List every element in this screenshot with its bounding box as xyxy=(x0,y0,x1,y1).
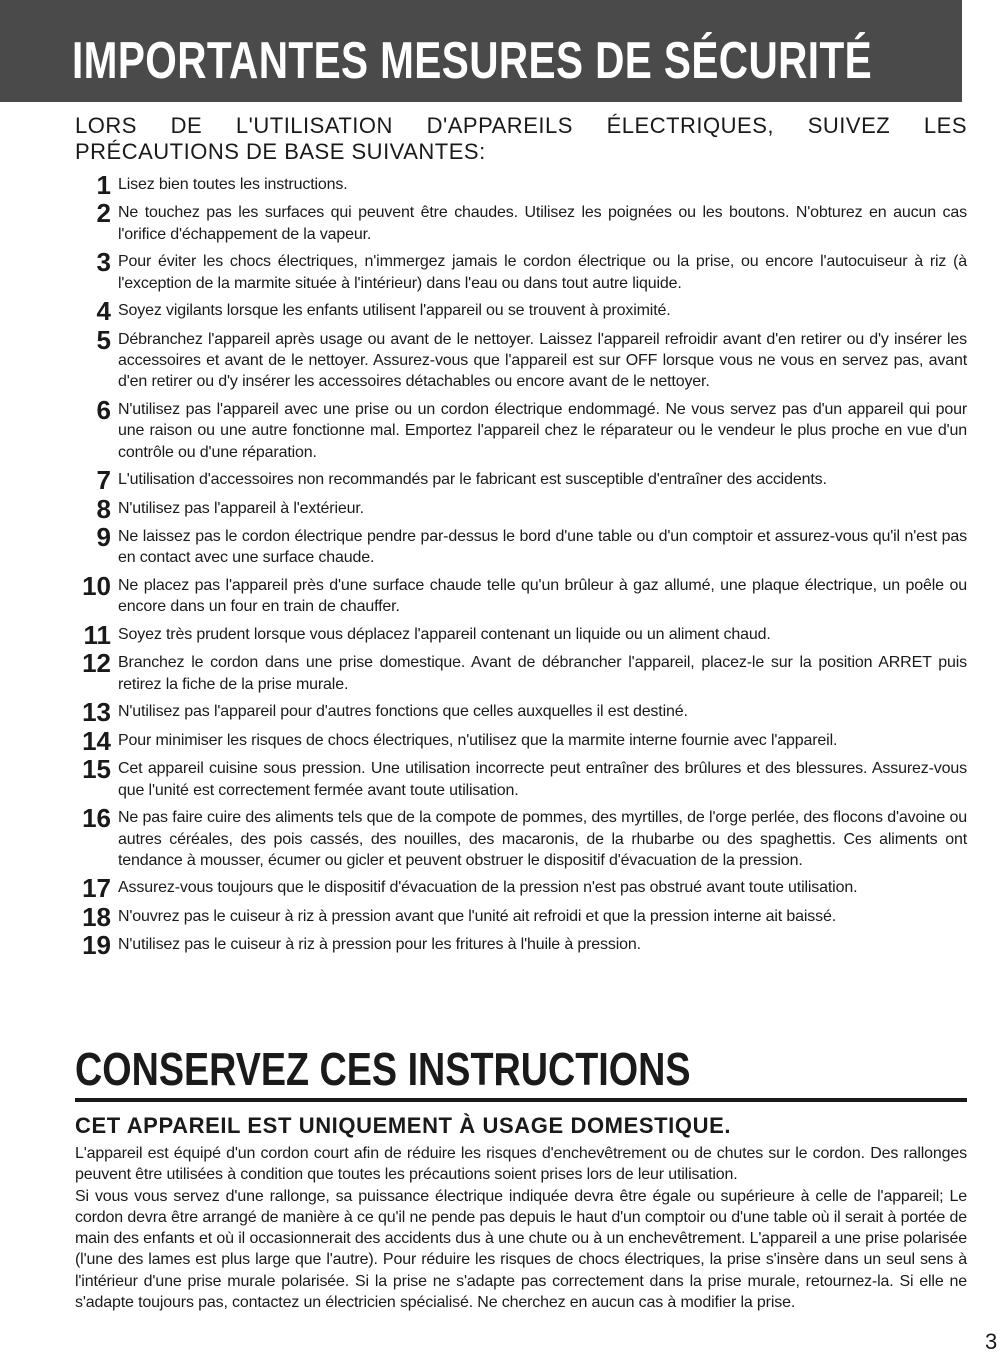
list-item xyxy=(75,754,967,801)
item-text: Branchez le cordon dans une prise domestique. Avant de débrancher l'appareil, placez-le sur la position ARRET puis retirez la fiche de la prise murale. xyxy=(118,654,967,693)
conserve-heading: CONSERVEZ CES INSTRUCTIONS xyxy=(75,1043,691,1095)
item-text: L'utilisation d'accessoires non recommandés par le fabricant est susceptible d'entraîner des accidents. xyxy=(118,471,827,489)
header-bar xyxy=(0,0,962,102)
section-divider xyxy=(75,1098,967,1102)
item-text: Ne touchez pas les surfaces qui peuvent être chaudes. Utilisez les poignées ou les boutons. N'obturez en aucun cas l'orifice d'échappement de la vapeur. xyxy=(118,204,967,243)
list-item xyxy=(75,465,967,496)
item-text: N'utilisez pas l'appareil pour d'autres fonctions que celles auxquelles il est destiné. xyxy=(118,703,688,721)
list-item xyxy=(75,395,967,463)
list-item xyxy=(75,648,967,695)
item-number: 4 xyxy=(96,296,111,327)
list-item xyxy=(75,803,967,871)
item-number: 15 xyxy=(82,754,111,785)
item-text: N'utilisez pas l'appareil avec une prise ou un cordon électrique endommagé. Ne vous servez pas d'un appareil qui pour une raison ou une autre fonctionne mal. Emportez l'appareil chez le réparateur ou le vendeur le plus proche en vue d'un contrôle ou d'une réparation. xyxy=(118,401,967,461)
item-number: 5 xyxy=(96,324,111,355)
item-text: Cet appareil cuisine sous pression. Une utilisation incorrecte peut entraîner des brûlures et des blessures. Assurez-vous que l'unité est correctement fermée avant toute utilisation. xyxy=(118,760,967,799)
domestic-use-heading: CET APPAREIL EST UNIQUEMENT À USAGE DOMESTIQUE. xyxy=(75,1113,732,1138)
list-item xyxy=(75,247,967,294)
item-number: 3 xyxy=(96,247,111,278)
item-number: 7 xyxy=(96,465,111,496)
list-item xyxy=(75,522,967,569)
item-number: 18 xyxy=(82,901,111,932)
item-number: 10 xyxy=(82,571,111,602)
item-number: 12 xyxy=(82,648,111,679)
list-item xyxy=(75,901,967,932)
list-item xyxy=(75,170,967,200)
item-number: 17 xyxy=(82,873,111,904)
item-number: 13 xyxy=(82,697,111,728)
item-number: 19 xyxy=(82,930,111,961)
list-item xyxy=(75,493,967,524)
item-text: N'utilisez pas le cuiseur à riz à pression pour les fritures à l'huile à pression. xyxy=(118,936,641,954)
item-text: Soyez vigilants lorsque les enfants utilisent l'appareil ou se trouvent à proximité. xyxy=(118,302,671,320)
item-text: N'utilisez pas l'appareil à l'extérieur. xyxy=(118,499,364,517)
cord-info xyxy=(75,1143,967,1313)
intro-heading: LORS DE L'UTILISATION D'APPAREILS ÉLECTRIQUES, SUIVEZ LES PRÉCAUTIONS DE BASE SUIVANTES: xyxy=(75,113,967,164)
item-number: 16 xyxy=(82,803,111,834)
item-text: Ne placez pas l'appareil près d'une surface chaude telle qu'un brûleur à gaz allumé, une plaque électrique, un poêle ou encore dans un four en train de chauffer. xyxy=(118,577,967,616)
item-number: 9 xyxy=(96,522,111,553)
item-number: 6 xyxy=(96,395,111,426)
item-number: 2 xyxy=(96,198,111,229)
list-item xyxy=(75,697,967,728)
item-number: 11 xyxy=(83,620,111,651)
item-text: Lisez bien toutes les instructions. xyxy=(118,176,348,193)
list-item xyxy=(75,296,967,327)
safety-list xyxy=(75,170,967,963)
item-number: 8 xyxy=(96,493,111,524)
item-text: Pour éviter les chocs électriques, n'immergez jamais le cordon électrique ou la prise, ou encore l'autocuiseur à riz (à l'exception de la marmite située à l'intérieur) dans l'eau ou dans tout autre liquide. xyxy=(118,253,967,292)
page-title: IMPORTANTES MESURES DE SÉCURITÉ xyxy=(72,32,873,90)
item-number: 14 xyxy=(82,725,111,756)
list-item xyxy=(75,725,967,756)
list-item xyxy=(75,873,967,904)
list-item xyxy=(75,198,967,245)
list-item xyxy=(75,571,967,618)
item-text: Ne laissez pas le cordon électrique pendre par-dessus le bord d'une table ou d'un comptoir et assurez-vous qu'il n'est pas en contact avec une surface chaude. xyxy=(118,528,967,567)
list-item xyxy=(75,324,967,393)
paragraph: Si vous vous servez d'une rallonge, sa puissance électrique indiquée devra être égale ou supérieure à celle de l'appareil; Le cordon devra être arrangé de manière à ce qu'il ne pende pas depuis le haut d'un comptoir ou d'une table où il serait à portée de main des enfants et où il occasionnerait des accidents dus à une chute ou à un enchevêtrement. L'appareil a une prise polarisée (l'une des lames est plus large que l'autre). Pour réduire les risques de chocs électriques, la prise s'insère dans un seul sens à l'intérieur d'une prise murale polarisée. Si la prise ne s'adapte pas correctement dans la prise murale, retournez-la. Si elle ne s'adapte toujours pas, contactez un électricien spécialisé. Ne cherchez en aucun cas à modifier la prise. xyxy=(75,1187,967,1312)
item-text: Débranchez l'appareil après usage ou avant de le nettoyer. Laissez l'appareil refroidir avant d'en retirer ou d'y insérer les accessoires et avant de le nettoyer. Assurez-vous que l'appareil est sur OFF lorsque vous ne vous en servez pas, avant d'en retirer ou d'y insérer les accessoires détachables ou encore avant de le nettoyer. xyxy=(118,330,967,391)
item-text: Pour minimiser les risques de chocs électriques, n'utilisez que la marmite interne fournie avec l'appareil. xyxy=(118,731,838,749)
list-item xyxy=(75,930,967,961)
item-text: Ne pas faire cuire des aliments tels que de la compote de pommes, des myrtilles, de l'orge perlée, des flocons d'avoine ou autres céréales, des pois cassés, des nouilles, des macaronis, de la rhubarbe ou des spaghettis. Ces aliments ont tendance à mousser, écumer ou gicler et peuvent obstruer le dispositif d'évacuation de la pression. xyxy=(118,809,967,869)
item-text: N'ouvrez pas le cuiseur à riz à pression avant que l'unité ait refroidi et que la pression interne ait baissé. xyxy=(118,907,837,925)
page-number: 3 xyxy=(985,1329,998,1354)
item-text: Assurez-vous toujours que le dispositif d'évacuation de la pression n'est pas obstrué avant toute utilisation. xyxy=(118,879,858,897)
item-text: Soyez très prudent lorsque vous déplacez l'appareil contenant un liquide ou un aliment chaud. xyxy=(118,626,771,644)
paragraph: L'appareil est équipé d'un cordon court afin de réduire les risques d'enchevêtrement ou de chutes sur le cordon. Des rallonges peuvent être utilisées à condition que toutes les précautions soient prises lors de leur utilisation. xyxy=(75,1145,967,1184)
list-item xyxy=(75,620,967,651)
item-number: 1 xyxy=(96,170,111,200)
